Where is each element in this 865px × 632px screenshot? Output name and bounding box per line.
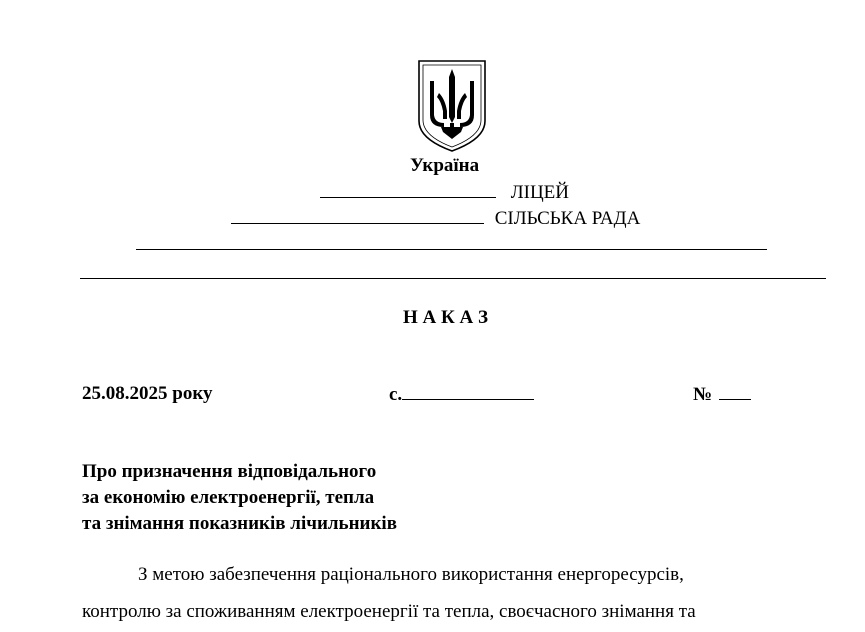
body-paragraph-line: З метою забезпечення раціонального використання енергоресурсів,	[138, 564, 684, 585]
organization-type-label: ЛІЦЕЙ	[510, 182, 570, 203]
number-blank	[719, 383, 751, 400]
number-prefix: №	[693, 384, 713, 405]
subject-line: за економію електроенергії, тепла	[82, 487, 375, 508]
order-subject	[82, 459, 397, 537]
header-blank-line	[136, 249, 767, 250]
body-paragraph-line: контролю за споживанням електроенергії та тепла, своєчасного знімання та	[82, 601, 696, 622]
document-title: Н А К А З	[403, 307, 489, 328]
header-divider	[80, 278, 826, 279]
subject-line: Про призначення відповідального	[82, 461, 377, 482]
order-date: 25.08.2025 року	[82, 383, 213, 404]
organization-line-1	[320, 181, 569, 204]
council-type-label: СІЛЬСЬКА РАДА	[494, 208, 641, 229]
country-name: Україна	[410, 155, 480, 176]
place-prefix: с.	[389, 384, 403, 405]
order-number	[693, 383, 751, 406]
order-place	[389, 383, 534, 406]
organization-line-2	[231, 207, 640, 230]
organization-name-blank	[320, 181, 496, 198]
ukraine-coat-of-arms-icon	[417, 59, 487, 153]
place-blank	[402, 383, 534, 400]
subject-line: та знімання показників лічильників	[82, 513, 397, 534]
council-name-blank	[231, 207, 484, 224]
